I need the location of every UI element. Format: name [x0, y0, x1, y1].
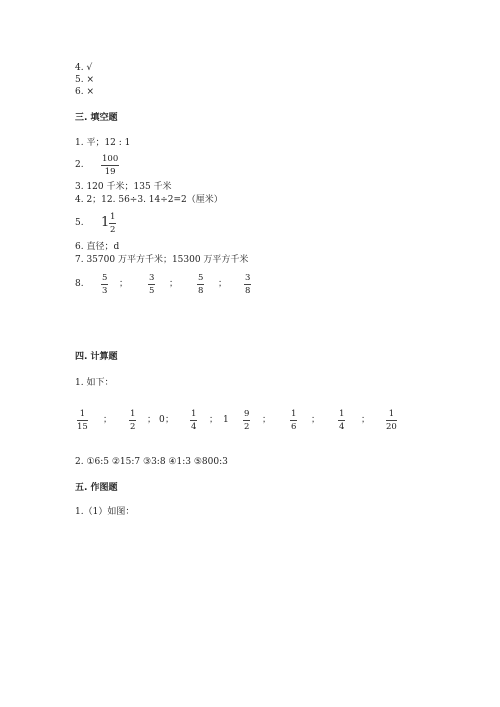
- s3-q8-fraction-1: [101, 274, 108, 295]
- s3-q8-fraction-3: [197, 274, 204, 295]
- answer-6-value: ×: [86, 87, 95, 97]
- answer-5: [75, 76, 94, 85]
- answer-6-label: 6.: [75, 87, 84, 97]
- s3-q8-sep-3: ；: [218, 279, 228, 289]
- fraction-numerator: 3: [245, 273, 251, 283]
- fraction-numerator: 1: [79, 409, 86, 419]
- s4-sep-7: ；: [361, 415, 371, 425]
- fraction-denominator: 8: [245, 285, 251, 296]
- fraction-denominator: 4: [191, 421, 197, 432]
- fraction-denominator: 3: [102, 285, 108, 296]
- s3-q5-whole: 1: [101, 215, 110, 230]
- fraction-numerator: 1: [110, 212, 116, 222]
- fraction-numerator: 5: [198, 273, 204, 283]
- s3-q8-sep-1: ；: [119, 279, 129, 289]
- fraction-numerator: 5: [102, 273, 108, 283]
- s3-q6: 6. 直径；d: [75, 242, 120, 252]
- s3-q4: 4. 2；12. 56÷3. 14÷2=2（厘米）: [75, 195, 223, 205]
- fraction-numerator: 3: [149, 273, 155, 283]
- fraction-numerator: 9: [244, 409, 250, 419]
- fraction-denominator: 4: [339, 421, 345, 432]
- s4-calc-2: [129, 410, 136, 431]
- s4-calc-6: [243, 410, 250, 431]
- answer-4-label: 4.: [75, 63, 84, 73]
- fraction-denominator: 19: [104, 166, 116, 177]
- fraction-denominator: 6: [291, 421, 297, 432]
- s4-calc-1: [77, 410, 88, 431]
- s3-q2-fraction: [101, 155, 119, 176]
- s3-q8-fraction-4: [244, 274, 251, 295]
- answer-6: [75, 88, 94, 97]
- s4-calc-5: 1: [223, 415, 229, 425]
- fraction-numerator: 1: [388, 409, 395, 419]
- fraction-denominator: 15: [77, 421, 88, 432]
- fraction-denominator: 2: [110, 224, 116, 235]
- s4-sep-4: ；: [209, 415, 219, 425]
- fraction-numerator: 100: [102, 154, 119, 164]
- s3-q1: 1. 平；12 : 1: [75, 138, 131, 148]
- s3-q8-fraction-2: [148, 274, 155, 295]
- s4-calc-3: 0: [159, 415, 165, 425]
- fraction-numerator: 1: [191, 409, 197, 419]
- s4-q2: 2. ①6:5 ②15:7 ③3:8 ④1:3 ⑤800:3: [75, 457, 228, 467]
- s3-q5-label: 5.: [75, 218, 84, 228]
- s4-calc-4: [190, 410, 197, 431]
- section4-title: 四. 计算题: [75, 352, 118, 362]
- answer-5-label: 5.: [75, 75, 84, 85]
- s3-q2-label: 2.: [75, 160, 84, 170]
- s4-sep-5: ；: [262, 415, 272, 425]
- fraction-denominator: 20: [386, 421, 397, 432]
- s4-sep-1: ；: [103, 415, 113, 425]
- s4-sep-2: ；: [147, 415, 157, 425]
- fraction-numerator: 1: [291, 409, 297, 419]
- s4-q1-label: 1. 如下：: [75, 378, 114, 388]
- answer-5-value: ×: [86, 75, 95, 85]
- s3-q3: 3. 120 千米；135 千米: [75, 182, 172, 192]
- fraction-numerator: 1: [130, 409, 136, 419]
- fraction-numerator: 1: [339, 409, 345, 419]
- answer-4-value: √: [86, 63, 93, 73]
- fraction-denominator: 5: [149, 285, 155, 296]
- answer-4: [75, 64, 92, 73]
- s3-q8-label: 8.: [75, 279, 84, 289]
- s4-calc-8: [338, 410, 345, 431]
- s4-calc-9: [386, 410, 397, 431]
- s3-q8-sep-2: ；: [169, 279, 179, 289]
- s3-q7: 7. 35700 万平方千米；15300 万平方千米: [75, 255, 249, 265]
- s3-q5-fraction: [109, 213, 116, 234]
- fraction-denominator: 2: [244, 421, 250, 432]
- fraction-denominator: 8: [198, 285, 204, 296]
- fraction-denominator: 2: [130, 421, 136, 432]
- section5-title: 五. 作图题: [75, 483, 118, 493]
- s4-calc-7: [290, 410, 297, 431]
- s4-sep-3: ；: [165, 415, 175, 425]
- section3-title: 三. 填空题: [75, 113, 118, 123]
- s4-sep-6: ；: [311, 415, 321, 425]
- s5-q1: 1.（1）如图：: [75, 507, 135, 517]
